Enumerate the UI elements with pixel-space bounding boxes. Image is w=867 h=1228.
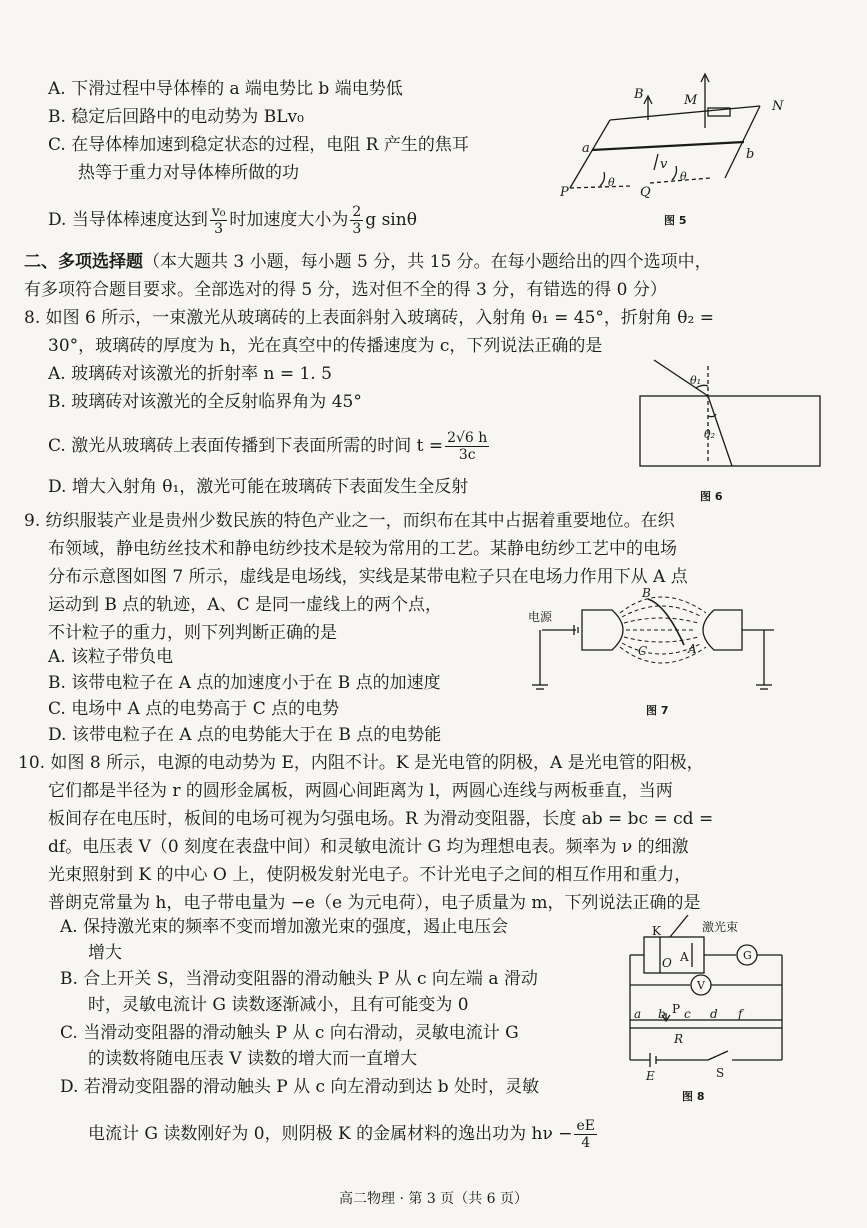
figure-6 (634, 356, 834, 486)
section2-title: 二、多项选择题 (24, 252, 143, 272)
fig8-label-g: G (743, 949, 752, 962)
fig5-label-theta-2: θ (680, 170, 687, 183)
q9-option-c: C. 电场中 A 点的电势高于 C 点的电势 (48, 699, 340, 719)
fig5-theta-arc-2 (672, 166, 677, 180)
q8-c-den: 3c (458, 447, 476, 463)
fig8-label-pos-a: a (634, 1007, 642, 1021)
q10-option-b-line2: 时，灵敏电流计 G 读数逐渐减小，且有可能变为 0 (88, 995, 469, 1015)
q10-stem-line2: 它们都是半径为 r 的圆形金属板，两圆心间距离为 l，两圆心连线与两板垂直，当两 (48, 781, 673, 801)
fig8-label-r: R (674, 1032, 684, 1046)
fig5-label-v: v (660, 157, 668, 172)
page-footer: 高二物理 · 第 3 页（共 6 页） (339, 1191, 528, 1207)
q10-stem-line4: df。电压表 V（0 刻度在表盘中间）和灵敏电流计 G 均为理想电表。频率为 ν 的细激 (48, 837, 689, 857)
q9-option-b: B. 该带电粒子在 A 点的加速度小于在 B 点的加速度 (48, 673, 441, 693)
fig5-label-n: N (772, 99, 784, 114)
section2-header-rest: （本大题共 3 小题，每小题 5 分，共 15 分。在每小题给出的四个选项中， (143, 252, 712, 272)
q9-option-a: A. 该粒子带负电 (48, 647, 174, 667)
section2-header-line2: 有多项符合题目要求。全部选对的得 5 分，选对但不全的得 3 分，有错选的得 0 分） (24, 280, 667, 300)
q7-d-pre: D. 当导体棒速度达到 (48, 210, 208, 230)
fig5-conductor-rod (592, 142, 744, 150)
q8-option-a: A. 玻璃砖对该激光的折射率 n = 1. 5 (48, 364, 332, 384)
q9-option-d: D. 该带电粒子在 A 点的电势能大于在 B 点的电势能 (48, 725, 442, 745)
q10-d-den: 4 (581, 1135, 591, 1151)
q7-option-c-line1: C. 在导体棒加速到稳定状态的过程，电阻 R 产生的焦耳 (48, 135, 469, 155)
q10-option-c-line2: 的读数将随电压表 V 读数的增大而一直增大 (88, 1049, 418, 1069)
q8-c-pre: C. 激光从玻璃砖上表面传播到下表面所需的时间 t = (48, 436, 444, 456)
fig8-label-pos-d: d (710, 1007, 718, 1021)
fig7-field-line-3 (624, 637, 698, 642)
q10-d-pre: 电流计 G 读数刚好为 0，则阴极 K 的金属材料的逸出功为 hν − (88, 1124, 573, 1144)
q7-d-frac1-den: 3 (214, 221, 224, 237)
fig8-label-p: P (672, 1002, 681, 1016)
q7-d-post: g sinθ (365, 210, 417, 230)
q9-stem-line5: 不计粒子的重力，则下列判断正确的是 (48, 623, 337, 643)
fig7-label-b: B (642, 586, 651, 600)
fig7-left-electrode (582, 610, 623, 650)
fig5-dashed-p (570, 186, 630, 188)
q10-option-a-line1: A. 保持激光束的频率不变而增加激光束的强度，遏止电压会 (60, 917, 509, 937)
q10-option-d-line2 (88, 1118, 599, 1151)
fig7-caption: 图 7 (646, 704, 669, 717)
fig7-label-a: A (688, 642, 697, 656)
fig7-label-c: C (638, 644, 648, 658)
fig5-label-q: Q (640, 185, 651, 200)
q8-stem-line2: 30°，玻璃砖的厚度为 h，光在真空中的传播速度为 c，下列说法正确的是 (48, 336, 603, 356)
fig7-field-line-4 (622, 606, 702, 617)
q9-stem-line3: 分布示意图如图 7 所示，虚线是电场线，实线是某带电粒子只在电场力作用下从 A 点 (48, 567, 688, 587)
fig8-label-pos-f: f (738, 1007, 743, 1021)
q7-option-c-line2: 热等于重力对导体棒所做的功 (78, 163, 299, 183)
fig8-caption: 图 8 (682, 1090, 705, 1103)
fig8-label-pos-b: b (658, 1007, 666, 1021)
q8-stem-line1: 8. 如图 6 所示，一束激光从玻璃砖的上表面斜射入玻璃砖，入射角 θ₁ = 45°，折射角 θ₂ = (24, 308, 714, 328)
q9-stem-line2: 布领域，静电纺丝技术和静电纺纱技术是较为常用的工艺。某静电纺纱工艺中的电场 (48, 539, 677, 559)
q7-d-mid: 时加速度大小为 (229, 210, 349, 230)
fig5-label-theta-1: θ (608, 176, 615, 189)
q7-d-frac1-num: v₀ (211, 204, 226, 220)
q9-stem-line4: 运动到 B 点的轨迹，A、C 是同一虚线上的两个点， (48, 595, 442, 615)
fig8-label-pos-c: c (684, 1007, 691, 1021)
fig8-label-a: A (680, 950, 689, 964)
fig8-switch (708, 1051, 728, 1060)
q8-option-d: D. 增大入射角 θ₁，激光可能在玻璃砖下表面发生全反射 (48, 477, 469, 497)
fig5-v-arrow (654, 154, 658, 170)
fig8-phototube (644, 937, 704, 973)
fig6-label-theta1: θ₁ (690, 374, 702, 387)
q10-option-d-line1: D. 若滑动变阻器的滑动触头 P 从 c 向左滑动到达 b 处时，灵敏 (60, 1077, 540, 1097)
fig8-label-e: E (646, 1069, 655, 1080)
q7-d-frac2-num: 2 (352, 204, 362, 220)
q8-c-fraction (445, 430, 489, 463)
q7-d-frac2-den: 3 (352, 221, 362, 237)
fig5-label-b: b (746, 147, 755, 162)
section2-header-line1 (24, 251, 712, 273)
fig5-label-m: M (684, 93, 698, 108)
fig6-glass-block (640, 396, 820, 466)
fig8-label-o: O (662, 956, 672, 970)
q8-option-c (48, 430, 491, 463)
fig5-label-a: a (582, 141, 590, 156)
q10-stem-line5: 光束照射到 K 的中心 O 上，使阴极发射光电子。不计光电子之间的相互作用和重力， (48, 865, 692, 885)
fig7-field-line-2 (624, 618, 698, 623)
q7-option-d (48, 204, 417, 237)
fig7-label-power: 电源 (528, 610, 553, 624)
fig8-laser-beam (670, 915, 688, 937)
fig8-rheostat (630, 1020, 782, 1028)
figure-8 (604, 915, 804, 1080)
q7-option-b: B. 稳定后回路中的电动势为 BLv₀ (48, 107, 304, 127)
q10-option-a-line2: 增大 (88, 943, 122, 963)
q10-stem-line1: 10. 如图 8 所示，电源的电动势为 E，内阻不计。K 是光电管的阴极，A 是光电管的阳极， (18, 753, 704, 773)
q7-option-a: A. 下滑过程中导体棒的 a 端电势比 b 端电势低 (48, 79, 403, 99)
q10-option-c-line1: C. 当滑动变阻器的滑动触头 P 从 c 向右滑动，灵敏电流计 G (60, 1023, 519, 1043)
q10-option-b-line1: B. 合上开关 S，当滑动变阻器的滑动触头 P 从 c 向左端 a 滑动 (60, 969, 538, 989)
q10-stem-line3: 板间存在电压时，板间的电场可视为匀强电场。R 为滑动变阻器，长度 ab = bc = cd = (48, 809, 714, 829)
fig5-caption: 图 5 (664, 214, 687, 227)
fig6-label-theta2: θ₂ (704, 428, 716, 441)
q10-d-fraction (574, 1118, 597, 1151)
q7-d-fraction-1 (210, 204, 228, 237)
q10-stem-line6: 普朗克常量为 h，电子带电量为 −e（e 为元电荷），电子质量为 m，下列说法正确的是 (48, 893, 701, 913)
fig6-caption: 图 6 (700, 490, 723, 503)
fig8-label-laser: 激光束 (702, 920, 739, 934)
q8-c-num: 2√6 h (447, 430, 488, 446)
fig8-label-v: V (697, 979, 705, 992)
fig8-label-s: S (716, 1066, 725, 1080)
fig5-label-b-field: B (634, 87, 644, 102)
q7-d-fraction-2 (350, 204, 363, 237)
figure-7 (526, 585, 796, 700)
fig8-label-k: K (652, 924, 661, 938)
fig5-label-p: P (560, 185, 569, 200)
q9-stem-line1: 9. 纺织服装产业是贵州少数民族的特色产业之一，而织布在其中占据着重要地位。在织 (24, 511, 675, 531)
fig7-right-electrode (703, 610, 742, 650)
fig5-theta-arc-1 (600, 172, 605, 186)
q10-d-num: eE (576, 1118, 595, 1134)
q8-option-b: B. 玻璃砖对该激光的全反射临界角为 45° (48, 392, 362, 412)
fig5-rail-top (610, 106, 760, 120)
